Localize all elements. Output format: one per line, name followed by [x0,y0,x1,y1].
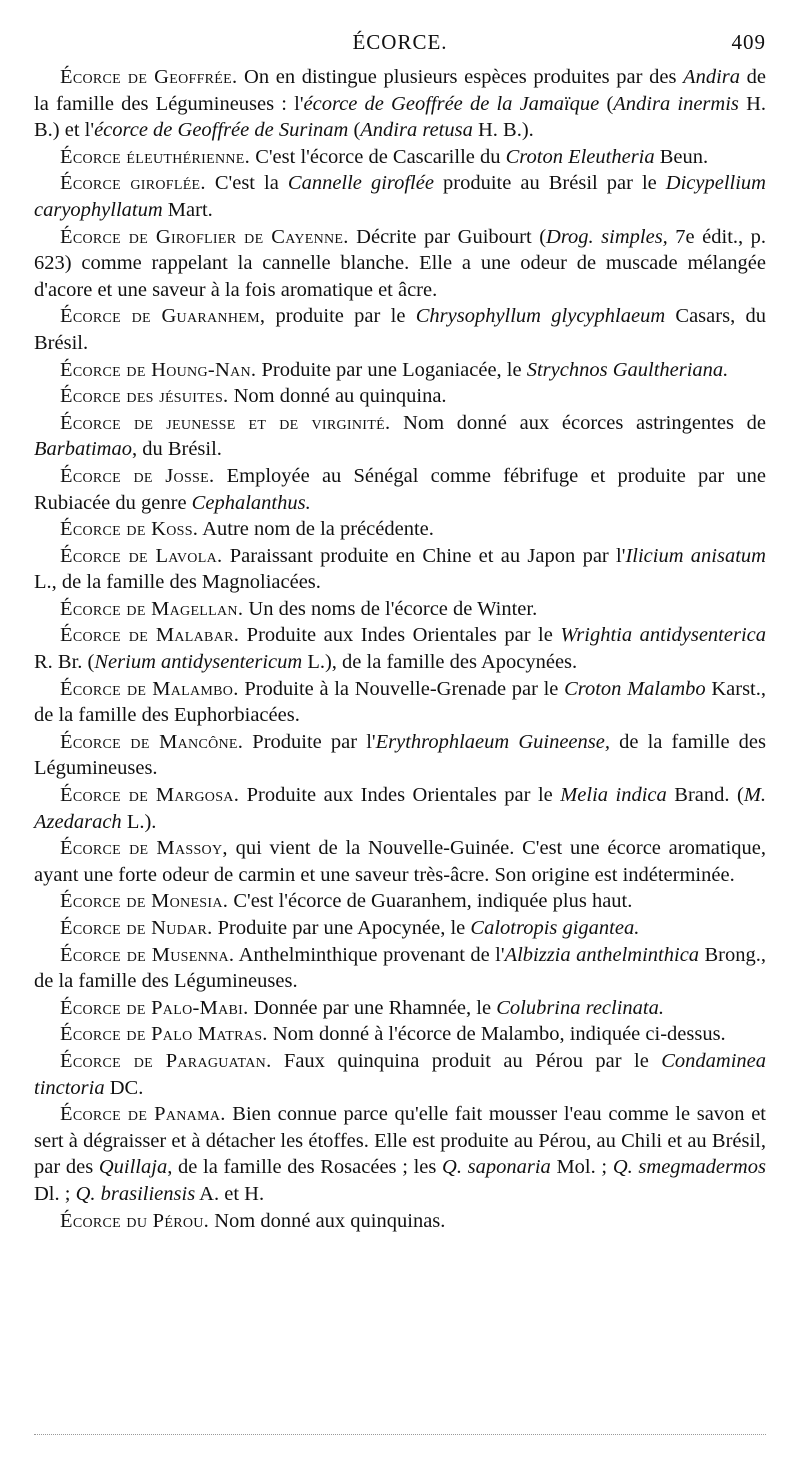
entry-text: Produite par une Loganiacée, le [256,358,527,381]
entry-italic-text: Croton Eleutheria [505,145,655,168]
dictionary-entry [34,1048,766,1101]
entry-text: C'est la [205,172,288,195]
entry-headword: Écorce de Giroflier de Cayenne. [60,225,349,248]
entry-headword: Écorce de Magellan. [60,597,244,620]
entry-headword: Écorce de Malambo. [60,677,239,700]
entry-headword: Écorce de Margosa. [60,784,240,807]
dictionary-entry [34,383,766,410]
entry-headword: Écorce de Musenna. [60,943,235,966]
entry-headword: Écorce de Geoffrée. [60,66,238,88]
dictionary-entry [34,676,766,729]
entry-headword: Écorce de Palo Matras. [60,1023,268,1046]
dictionary-entry [34,942,766,995]
entry-text: Nom donné au quinquina. [228,385,447,408]
entry-italic-text: Erythrophlaeum Guineense, [375,730,610,753]
entry-headword: Écorce de Malabar. [60,624,240,647]
dictionary-entry [34,224,766,304]
entry-text: ( [348,119,361,142]
entry-italic-text: Dicypellium caryophyllatum [34,172,766,221]
entry-text: Autre nom de la précédente. [198,518,434,541]
entry-text: produite au Brésil par le [433,172,666,195]
entry-italic-text: Cephalanthus. [191,491,311,514]
entry-list [34,64,766,1234]
running-title: ÉCORCE. [352,30,448,54]
dictionary-entry [34,1101,766,1207]
entry-italic-text: M. Azedarach [34,784,767,833]
entry-text: Donnée par une Rhamnée, le [248,996,497,1019]
running-header [34,22,766,58]
dictionary-entry [34,1208,766,1235]
entry-text: Produite aux Indes Orientales par le [239,784,561,807]
entry-italic-text: Cannelle giroflée [287,172,434,195]
entry-text: Mart. [162,198,213,221]
entry-italic-text: Strychnos Gaultheriana. [526,358,729,381]
dictionary-entry [34,463,766,516]
entry-italic-text: Q. smegmadermos [612,1156,766,1179]
entry-text: C'est l'écorce de Guaranhem, indiquée plus haut. [228,890,633,913]
entry-text: Brong., de la famille des Légumineuses. [34,943,767,993]
entry-headword: Écorce de Massoy, [60,837,228,860]
dictionary-entry [34,543,766,596]
entry-text: Produite par une Apocynée, le [212,917,471,939]
bottom-divider [34,1434,766,1435]
entry-italic-text: Andira inermis [613,92,739,115]
entry-text: Nom donné aux écorces astringentes de [390,411,767,434]
entry-text: H. B.). [472,119,534,142]
entry-text: ( [599,92,614,115]
entry-text: L.), de la famille des Apocynées. [302,651,578,674]
dictionary-entry [34,729,766,782]
entry-italic-text: Andira retusa [360,119,473,142]
entry-text: R. Br. ( [34,651,95,674]
entry-text: On en distingue plusieurs espèces produites par des [237,66,684,88]
entry-text: Bien connue parce qu'elle fait mousser l'eau comme le savon et sert à dégraisser et à détacher les étoffes. Elle est produite au Pérou, au Chili et au Brésil, par des [34,1103,766,1179]
entry-text: Produite par l' [243,730,376,753]
entry-headword: Écorce de jeunesse et de virginité. [60,411,391,434]
page-number: 409 [731,30,766,54]
entry-italic-text: Wrightia antidysenterica [560,624,766,647]
entry-headword: Écorce éleuthérienne. [60,145,251,168]
dictionary-entry [34,144,766,171]
entry-text: Nom donné aux quinquinas. [209,1209,446,1232]
entry-text: A. et H. [195,1182,265,1205]
entry-text: , du Brésil. [131,438,222,461]
entry-text: DC. [104,1076,144,1099]
entry-headword: Écorce de Josse. [60,464,215,487]
entry-italic-text: Croton Malambo [564,677,706,700]
dictionary-entry [34,410,766,463]
entry-headword: Écorce de Paraguatan. [60,1049,272,1072]
entry-italic-text: Nerium antidysentericum [94,651,303,674]
entry-italic-text: Ilicium anisatum [625,544,766,567]
entry-text: Anthelminthique provenant de l' [234,943,505,966]
entry-text: Un des noms de l'écorce de Winter. [243,597,538,620]
dictionary-entry [34,782,766,835]
entry-italic-text: Q. saponaria [442,1156,551,1179]
dictionary-entry [34,357,766,384]
entry-text: Produite aux Indes Orientales par le [239,624,561,647]
entry-headword: Écorce de Panama. [60,1103,226,1126]
dictionary-entry [34,622,766,675]
entry-headword: Écorce de Mancône. [60,730,244,753]
entry-italic-text: écorce de Geoffrée de Surinam [94,119,349,142]
entry-text: Paraissant produite en Chine et au Japon par l' [222,544,626,567]
entry-headword: Écorce du Pérou. [60,1209,210,1232]
entry-headword: Écorce de Lavola. [60,544,223,567]
entry-italic-text: Quillaja [98,1156,168,1179]
entry-text: , de la famille des Rosacées ; les [167,1156,443,1179]
dictionary-entry [34,888,766,915]
entry-text: C'est l'écorce de Cascarille du [250,145,506,168]
entry-headword: Écorce de Koss. [60,518,199,541]
entry-italic-text: écorce de Geoffrée de la Jamaïque [303,92,600,115]
entry-text: Mol. ; [550,1156,613,1179]
entry-text: Brand. ( [666,784,744,807]
entry-text: Casars, du Brésil. [34,305,766,354]
entry-text: produite par le [265,305,416,328]
entry-headword: Écorce giroflée. [60,172,206,195]
entry-headword: Écorce de Palo-Mabi. [60,996,249,1019]
entry-text: de la famille des Légumineuses : l' [34,66,766,115]
entry-headword: Écorce des jésuites. [60,385,229,408]
entry-headword: Écorce de Guaranhem, [60,305,266,328]
entry-text: qui vient de la Nouvelle-Guinée. C'est une écorce aromatique, ayant une forte odeur de carmin et une saveur très-âcre. Son origine est indéterminée. [34,837,767,886]
dictionary-entry [34,835,766,888]
entry-italic-text: Chrysophyllum glycyphlaeum [415,305,666,328]
dictionary-entry [34,915,766,942]
entry-text: Nom donné à l'écorce de Malambo, indiquée ci-dessus. [267,1023,726,1046]
entry-italic-text: Melia indica [560,784,667,807]
dictionary-entry [34,64,766,144]
dictionary-entry [34,1021,766,1048]
dictionary-entry [34,995,766,1022]
dictionary-entry [34,303,766,356]
entry-headword: Écorce de Houng-Nan. [60,358,257,381]
entry-text: 7e édit., p. 623) comme rappelant la cannelle blanche. Elle a une odeur de muscade mélangée d'acore et une saveur à la fois aromatique et âcre. [34,225,767,301]
entry-text: Produite à la Nouvelle-Grenade par le [238,677,565,700]
entry-text: Karst., de la famille des Euphorbiacées. [34,677,766,727]
entry-italic-text: Calotropis gigantea. [470,917,640,939]
entry-text: L., de la famille des Magnoliacées. [34,571,321,594]
entry-text: H. B.) et l' [34,92,767,142]
entry-italic-text: Albizzia anthelminthica [504,943,700,966]
entry-italic-text: Condaminea tinctoria [34,1049,766,1099]
entry-text: L.). [121,810,157,833]
entry-italic-text: Drog. simples, [546,225,668,248]
entry-text: Faux quinquina produit au Pérou par le [271,1049,662,1072]
entry-italic-text: Colubrina reclinata. [496,996,664,1019]
dictionary-entry [34,170,766,223]
dictionary-page [34,22,766,1234]
entry-italic-text: Q. brasiliensis [75,1182,196,1205]
entry-text: Décrite par Guibourt ( [348,225,547,248]
entry-text: de la famille des Légumineuses. [34,730,766,780]
entry-italic-text: Barbatimao [34,438,132,461]
dictionary-entry [34,596,766,623]
entry-headword: Écorce de Monesia. [60,890,229,913]
entry-text: Dl. ; [34,1182,76,1205]
entry-text: Employée au Sénégal comme fébrifuge et produite par une Rubiacée du genre [34,464,767,514]
entry-text: Beun. [654,145,709,168]
entry-italic-text: Andira [683,66,740,88]
entry-headword: Écorce de Nudar. [60,917,213,939]
dictionary-entry [34,516,766,543]
